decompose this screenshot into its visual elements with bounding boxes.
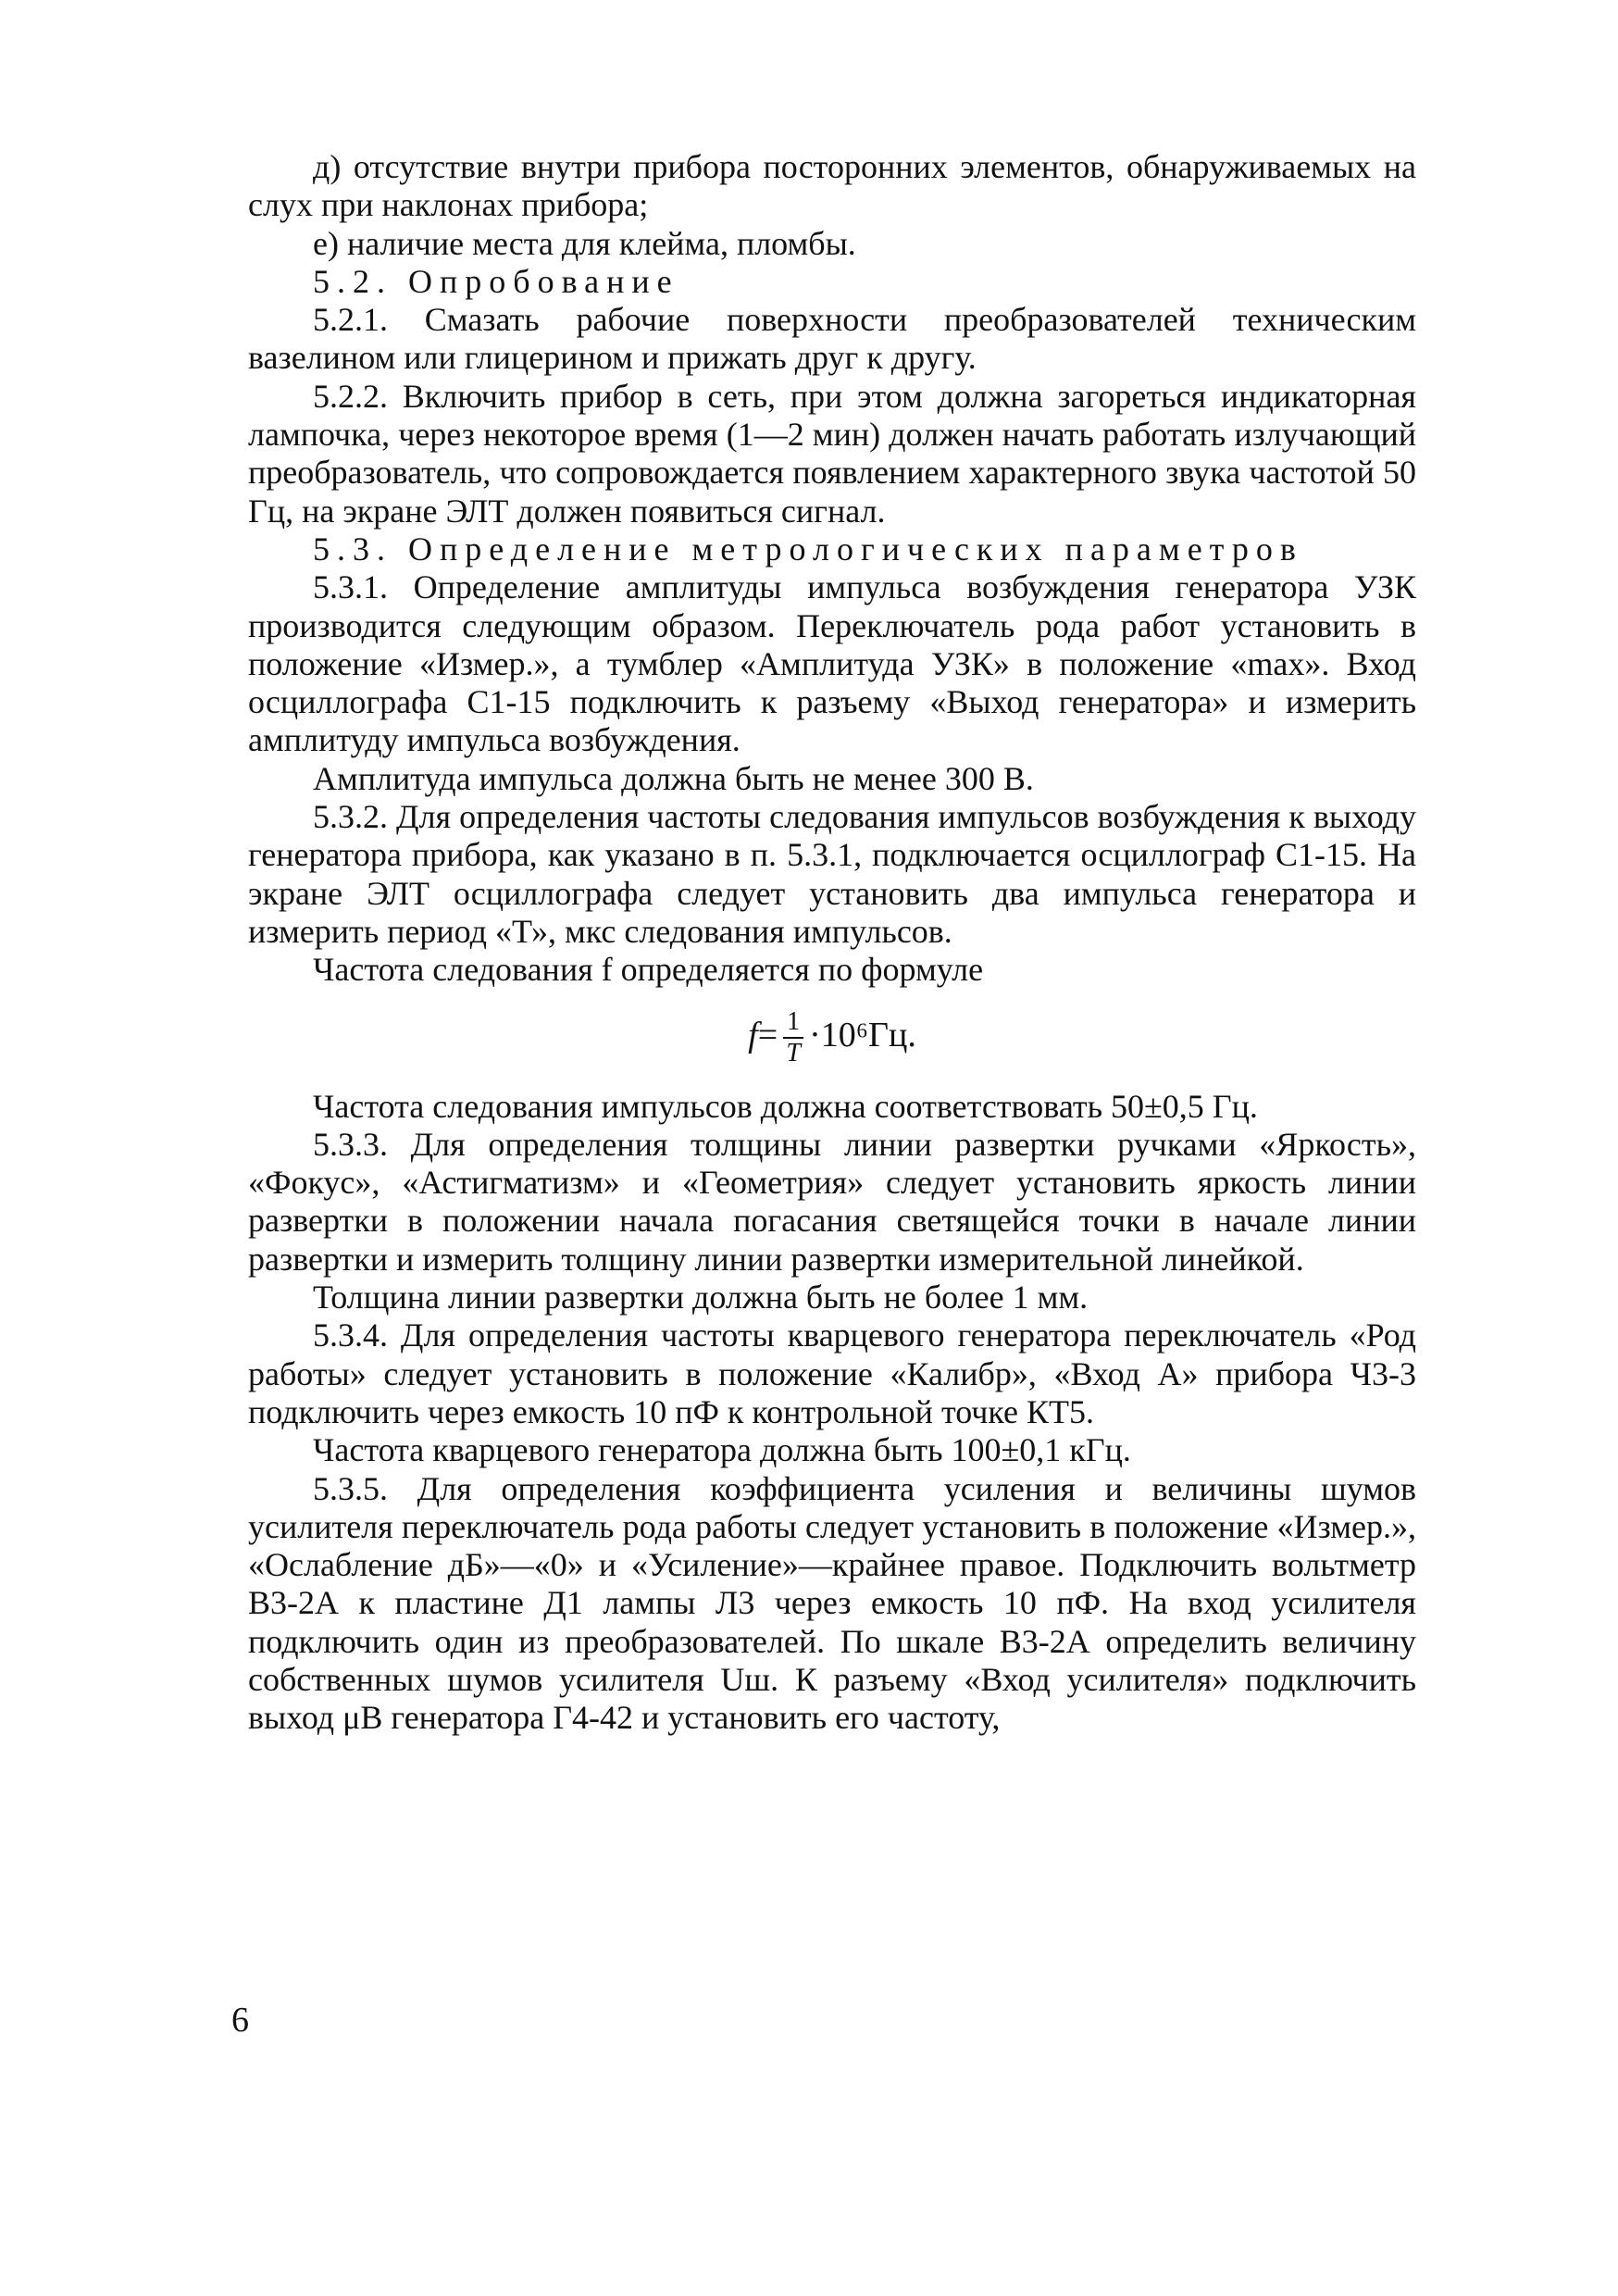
section-heading-5-2: 5.2. Опробование xyxy=(313,262,679,300)
paragraph-5-3-2: 5.3.2. Для определения частоты следования импульсов возбуждения к выходу генератора прибора, как указано в п. 5.3.1, подключается осциллограф С1-15. На экране ЭЛТ осциллографа следует установить два импульса генератора и измерить период «Т», мкс следования импульсов. xyxy=(248,798,1416,950)
section-heading-5-3: 5.3. Определение метрологических параметров xyxy=(313,530,1303,568)
paragraph-quartz-frequency-requirement: Частота кварцевого генератора должна быть 100±0,1 кГц. xyxy=(313,1431,1131,1469)
frequency-formula xyxy=(248,999,1416,1071)
formula-lhs: f xyxy=(748,1015,758,1054)
formula-rhs: ·10⁶Гц. xyxy=(809,1015,916,1054)
document-page xyxy=(248,148,1416,1738)
page-number: 6 xyxy=(231,2001,249,2040)
formula-denominator: T xyxy=(786,1038,801,1067)
paragraph-amplitude-requirement: Амплитуда импульса должна быть не менее 300 В. xyxy=(313,759,1034,797)
paragraph-5-2-1: 5.2.1. Смазать рабочие поверхности преобразователей техническим вазелином или глицерином и прижать друг к другу. xyxy=(248,301,1416,377)
formula-fraction xyxy=(783,1006,803,1067)
paragraph-5-2-2: 5.2.2. Включить прибор в сеть, при этом должна загореться индикаторная лампочка, через некоторое время (1—2 мин) должен начать работать излучающий преобразователь, что сопровождается появлением характерного звука частотой 50 Гц, на экране ЭЛТ должен появиться сигнал. xyxy=(248,377,1416,530)
paragraph-5-3-1: 5.3.1. Определение амплитуды импульса возбуждения генератора УЗК производится следующим образом. Переключатель рода работ установить в положение «Измер.», а тумблер «Амплитуда УЗК» в положение «max». Вход осциллографа С1-15 подключить к разъему «Выход генератора» и измерить амплитуду импульса возбуждения. xyxy=(248,568,1416,759)
paragraph-5-3-5: 5.3.5. Для определения коэффициента усиления и величины шумов усилителя переключатель рода работы следует установить в положение «Измер.», «Ослабление дБ»—«0» и «Усиление»—крайнее правое. Подключить вольтметр В3-2А к пластине Д1 лампы Л3 через емкость 10 пФ. На вход усилителя подключить один из преобразователей. По шкале В3-2А определить величину собственных шумов усилителя Uш. К разъему «Вход усилителя» подключить выход μВ генератора Г4-42 и установить его частоту, xyxy=(248,1469,1416,1737)
paragraph-5-3-4: 5.3.4. Для определения частоты кварцевого генератора переключатель «Род работы» следует установить в положение «Калибр», «Вход А» прибора Ч3-3 подключить через емкость 10 пФ к контрольной точке КТ5. xyxy=(248,1316,1416,1430)
formula-numerator: 1 xyxy=(783,1009,803,1039)
paragraph-frequency-requirement: Частота следования импульсов должна соответствовать 50±0,5 Гц. xyxy=(313,1087,1258,1125)
paragraph-5-3-3: 5.3.3. Для определения толщины линии развертки ручками «Яркость», «Фокус», «Астигматизм» и «Геометрия» следует установить яркость линии развертки в положении начала погасания светящейся точки в начале линии развертки и измерить толщину линии развертки измерительной линейкой. xyxy=(248,1125,1416,1278)
paragraph-item-e: е) наличие места для клейма, пломбы. xyxy=(313,224,856,262)
paragraph-line-thickness-requirement: Толщина линии развертки должна быть не более 1 мм. xyxy=(313,1279,1089,1316)
formula-equals: = xyxy=(757,1015,778,1054)
paragraph-item-d: д) отсутствие внутри прибора посторонних элементов, обнаруживаемых на слух при наклонах прибора; xyxy=(248,148,1416,224)
paragraph-frequency-formula-intro: Частота следования f определяется по формуле xyxy=(313,951,984,989)
